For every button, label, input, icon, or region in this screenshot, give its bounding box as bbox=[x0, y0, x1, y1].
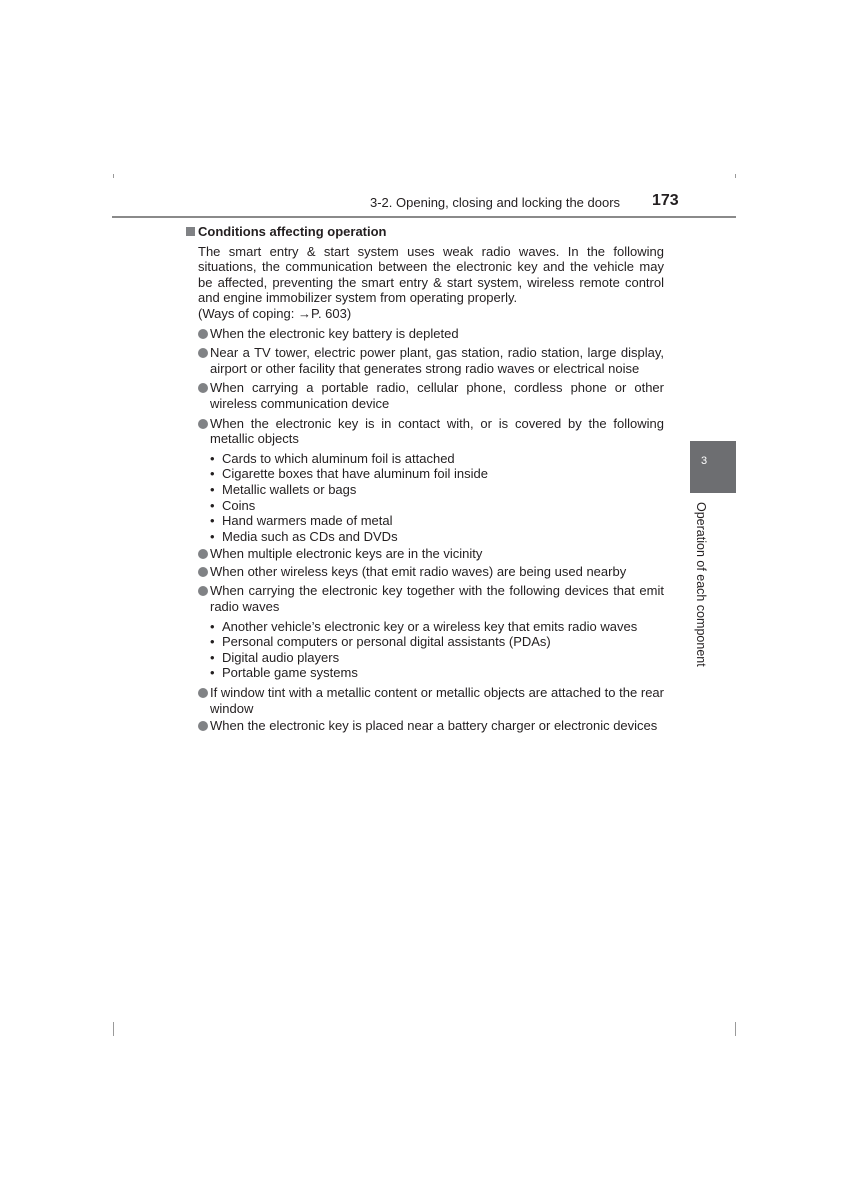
crop-mark bbox=[735, 1022, 736, 1036]
page-number: 173 bbox=[652, 192, 679, 209]
sub-list bbox=[210, 451, 664, 545]
bullet-icon: • bbox=[210, 450, 215, 466]
bullet-icon: • bbox=[210, 481, 215, 497]
chapter-number: 3 bbox=[700, 455, 708, 467]
sub-list-item-text: Metallic wallets or bags bbox=[222, 481, 357, 497]
square-bullet-icon bbox=[186, 227, 195, 236]
circle-bullet-icon bbox=[198, 688, 208, 698]
header-rule bbox=[112, 216, 736, 218]
circle-bullet-icon bbox=[198, 567, 208, 577]
list-item-text: When the electronic key is placed near a battery charger or electronic devices bbox=[210, 718, 658, 734]
sub-list-item bbox=[210, 498, 664, 514]
condition-list bbox=[186, 326, 664, 734]
list-item-text: When multiple electronic keys are in the vicinity bbox=[210, 546, 483, 562]
bullet-icon: • bbox=[210, 466, 215, 482]
sub-list-item bbox=[210, 529, 664, 545]
list-item bbox=[186, 416, 664, 545]
sub-list-item bbox=[210, 451, 664, 467]
sub-list-item bbox=[210, 665, 664, 681]
sub-list-item-text: Digital audio players bbox=[222, 649, 340, 665]
chapter-tab bbox=[690, 441, 736, 493]
list-item-text: When the electronic key is in contact with, or is covered by the following metallic objects bbox=[210, 415, 664, 447]
intro-text: The smart entry & start system uses weak radio waves. In the following situations, the communication between the electronic key and the vehicle may be affected, preventing the smart entry & start system, wireless remote control and engine immobilizer system from operating properly. bbox=[198, 243, 664, 306]
list-item-text: When the electronic key battery is depleted bbox=[210, 325, 459, 341]
circle-bullet-icon bbox=[198, 419, 208, 429]
sub-list-item-text: Media such as CDs and DVDs bbox=[222, 528, 398, 544]
list-item bbox=[186, 718, 664, 734]
sub-list-item-text: Cards to which aluminum foil is attached bbox=[222, 450, 455, 466]
list-item bbox=[186, 546, 664, 562]
circle-bullet-icon bbox=[198, 586, 208, 596]
sub-list bbox=[210, 619, 664, 681]
list-item-text: If window tint with a metallic content or metallic objects are attached to the rear window bbox=[210, 685, 664, 716]
crop-mark bbox=[113, 174, 114, 178]
bullet-icon: • bbox=[210, 618, 215, 634]
bullet-icon: • bbox=[210, 528, 215, 544]
sub-list-item-text: Portable game systems bbox=[222, 665, 358, 681]
main-content bbox=[186, 224, 664, 734]
sub-list-item bbox=[210, 650, 664, 666]
list-item-text: Near a TV tower, electric power plant, gas station, radio station, large display, airport or other facility that generates strong radio waves or electrical noise bbox=[210, 345, 664, 376]
sub-list-item-text: Hand warmers made of metal bbox=[222, 513, 393, 529]
list-item-text: When carrying the electronic key together with the following devices that emit radio waves bbox=[210, 583, 664, 615]
intro-paragraph bbox=[198, 244, 664, 322]
coping-reference: (Ways of coping: →P. 603) bbox=[198, 305, 352, 321]
heading-text: Conditions affecting operation bbox=[198, 224, 387, 239]
sub-list-item bbox=[210, 619, 664, 635]
list-item-text: When carrying a portable radio, cellular phone, cordless phone or other wireless communication device bbox=[210, 380, 664, 411]
list-item bbox=[186, 685, 664, 716]
sub-list-item-text: Cigarette boxes that have aluminum foil inside bbox=[222, 466, 488, 482]
bullet-icon: • bbox=[210, 649, 215, 665]
circle-bullet-icon bbox=[198, 549, 208, 559]
sub-list-item-text: Coins bbox=[222, 497, 256, 513]
chapter-title: Operation of each component bbox=[694, 502, 708, 667]
bullet-icon: • bbox=[210, 634, 215, 650]
sub-list-item bbox=[210, 482, 664, 498]
bullet-icon: • bbox=[210, 497, 215, 513]
list-item-text: When other wireless keys (that emit radio waves) are being used nearby bbox=[210, 563, 627, 579]
sub-list-item-text: Another vehicle’s electronic key or a wireless key that emits radio waves bbox=[222, 618, 638, 634]
crop-mark bbox=[113, 1022, 114, 1036]
sub-list-item-text: Personal computers or personal digital assistants (PDAs) bbox=[222, 634, 551, 650]
section-title: 3-2. Opening, closing and locking the doors bbox=[370, 195, 621, 210]
list-item bbox=[186, 583, 664, 681]
list-item bbox=[186, 326, 664, 342]
circle-bullet-icon bbox=[198, 348, 208, 358]
sub-list-item bbox=[210, 634, 664, 650]
section-heading bbox=[186, 224, 664, 240]
circle-bullet-icon bbox=[198, 383, 208, 393]
bullet-icon: • bbox=[210, 513, 215, 529]
list-item bbox=[186, 380, 664, 411]
list-item bbox=[186, 345, 664, 376]
circle-bullet-icon bbox=[198, 329, 208, 339]
sub-list-item bbox=[210, 513, 664, 529]
list-item bbox=[186, 564, 664, 580]
crop-mark bbox=[735, 174, 736, 178]
circle-bullet-icon bbox=[198, 721, 208, 731]
bullet-icon: • bbox=[210, 665, 215, 681]
sub-list-item bbox=[210, 466, 664, 482]
